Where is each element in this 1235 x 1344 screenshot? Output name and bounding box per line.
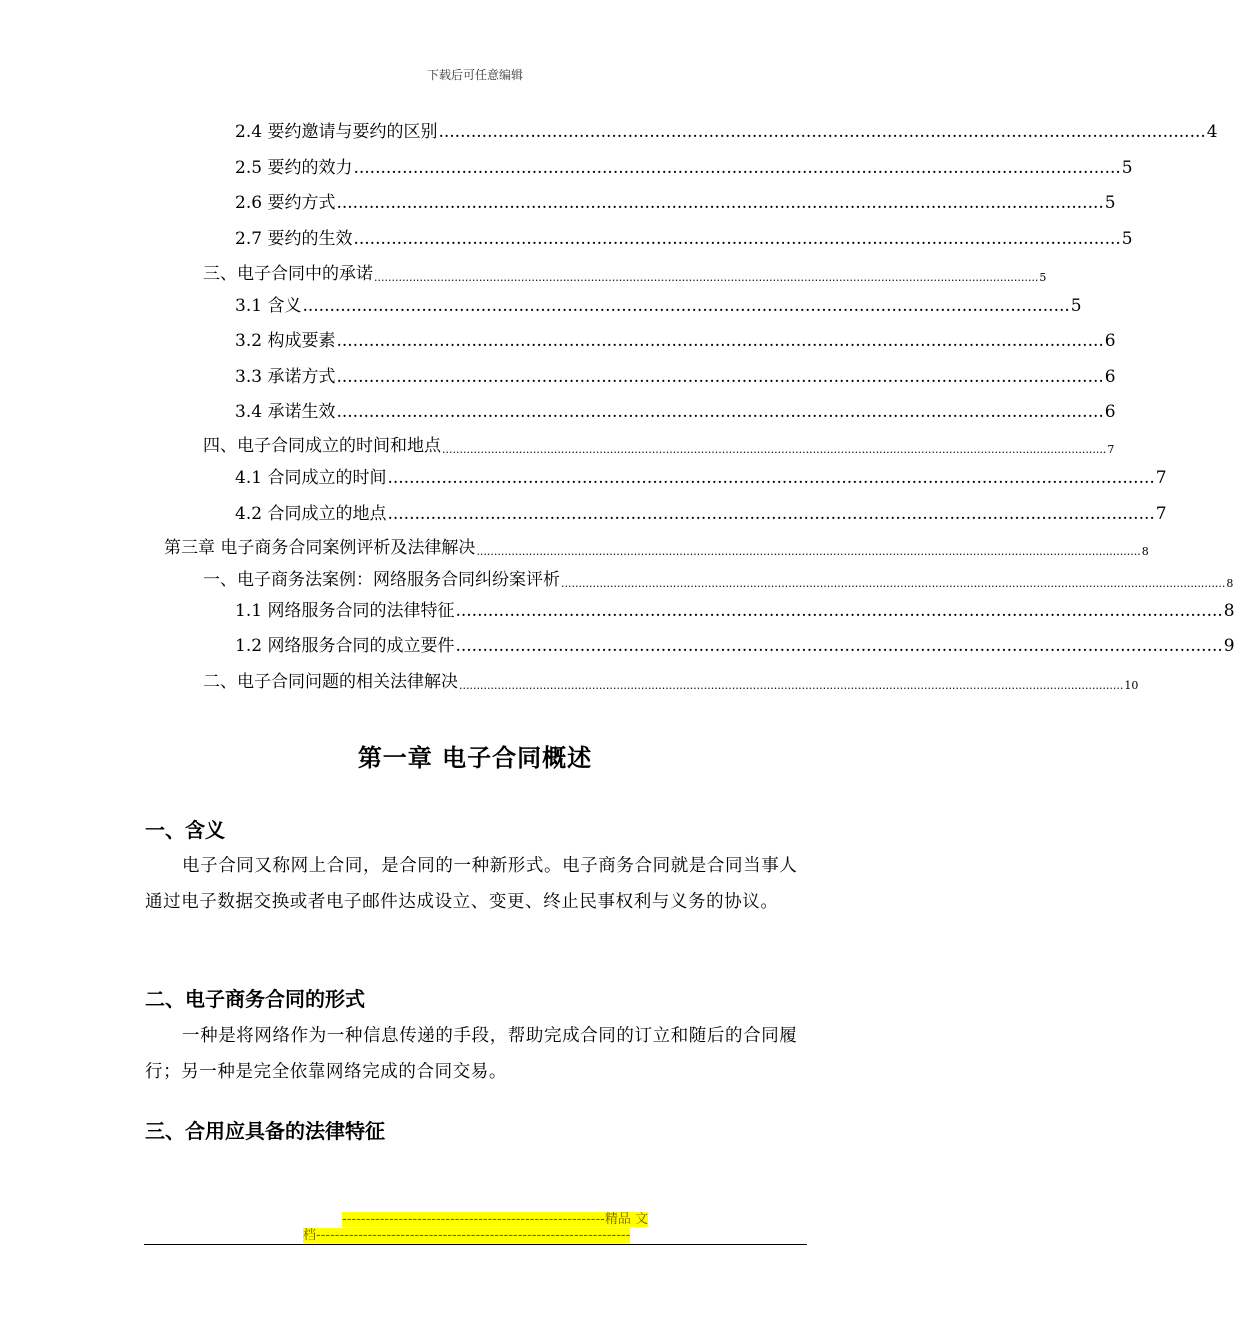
toc-leader-dots: .............................................................................................................................................. (336, 331, 1104, 351)
toc-entry-title: 3.4 承诺生效 (235, 402, 336, 422)
toc-entry-title: 1.2 网络服务合同的成立要件 (235, 636, 455, 656)
toc-entry-page: 6 (1104, 331, 1116, 351)
toc-entry-page: 5 (1104, 193, 1116, 213)
section-heading: 三、合用应具备的法律特征 (145, 1119, 385, 1143)
toc-entry-page: 8 (1141, 545, 1149, 558)
toc-entry-title: 2.5 要约的效力 (235, 158, 353, 178)
toc-entry-page: 7 (1107, 443, 1115, 456)
toc-entry-title: 2.6 要约方式 (235, 193, 336, 213)
toc-entry[interactable] (235, 494, 1167, 524)
toc-entry-title: 3.3 承诺方式 (235, 367, 336, 387)
toc-entry-title: 二、电子合同问题的相关法律解决 (203, 672, 458, 692)
footer-divider (144, 1244, 807, 1245)
toc-entry-page: 6 (1104, 402, 1116, 422)
section-paragraph: 一种是将网络作为一种信息传递的手段，帮助完成合同的订立和随后的合同履行；另一种是完全依靠网络完成的合同交易。 (145, 1026, 798, 1082)
toc-entry-title: 3.2 构成要素 (235, 331, 336, 351)
toc-entry-title: 1.1 网络服务合同的法律特征 (235, 601, 455, 621)
toc-leader-dots: .............................................................................................................................................. (387, 504, 1155, 524)
toc-leader-dots: .............................................................................................................................................. (353, 158, 1121, 178)
section-heading: 一、含义 (145, 818, 225, 842)
toc-leader-dots: .............................................................................................................................................. (302, 296, 1070, 316)
toc-entry[interactable] (235, 591, 1235, 621)
toc-entry[interactable] (235, 219, 1133, 249)
toc-leader-dots: .............................................................................................................................................................................................. (561, 577, 1226, 590)
toc-entry-title: 4.1 合同成立的时间 (235, 468, 387, 488)
toc-entry[interactable] (235, 286, 1082, 316)
toc-entry-page: 4 (1206, 122, 1218, 142)
toc-entry-title: 2.4 要约邀请与要约的区别 (235, 122, 438, 142)
toc-entry-page: 8 (1223, 601, 1235, 621)
section-paragraph: 电子合同又称网上合同，是合同的一种新形式。电子商务合同就是合同当事人通过电子数据交换或者电子邮件达成设立、变更、终止民事权利与义务的协议。 (145, 856, 798, 912)
toc-entry-title: 三、电子合同中的承诺 (203, 264, 373, 284)
toc-entry-page: 5 (1039, 271, 1047, 284)
toc-entry-page: 5 (1121, 158, 1133, 178)
toc-entry-page: 9 (1223, 636, 1235, 656)
toc-entry[interactable] (203, 560, 1234, 590)
toc-entry-page: 6 (1104, 367, 1116, 387)
toc-entry-page: 5 (1121, 229, 1133, 249)
toc-leader-dots: .............................................................................................................................................................................................. (442, 443, 1107, 456)
toc-leader-dots: .............................................................................................................................................. (438, 122, 1206, 142)
toc-entry[interactable] (235, 148, 1133, 178)
toc-entry[interactable] (235, 183, 1116, 213)
toc-leader-dots: .............................................................................................................................................. (387, 468, 1155, 488)
toc-entry[interactable] (203, 426, 1115, 456)
footer-watermark-line1 (303, 1211, 648, 1228)
toc-entry[interactable] (235, 112, 1218, 142)
toc-entry-title: 一、电子商务法案例：网络服务合同纠纷案评析 (203, 570, 560, 590)
toc-entry[interactable] (164, 528, 1149, 558)
toc-leader-dots: .............................................................................................................................................. (336, 367, 1104, 387)
page-header: 下载后可任意编辑 (426, 68, 523, 82)
footer-watermark-text: --------------------------------------------------------精品 文 (342, 1212, 648, 1227)
section-heading: 二、电子商务合同的形式 (145, 987, 365, 1011)
toc-entry-title: 2.7 要约的生效 (235, 229, 353, 249)
toc-leader-dots: .............................................................................................................................................. (455, 601, 1223, 621)
toc-leader-dots: .............................................................................................................................................. (353, 229, 1121, 249)
toc-entry-title: 四、电子合同成立的时间和地点 (203, 436, 441, 456)
toc-entry-page: 5 (1070, 296, 1082, 316)
toc-entry-title: 第三章 电子商务合同案例评析及法律解决 (164, 538, 476, 558)
toc-entry[interactable] (235, 626, 1235, 656)
toc-leader-dots: .............................................................................................................................................. (455, 636, 1223, 656)
toc-entry-page: 7 (1155, 468, 1167, 488)
toc-leader-dots: .............................................................................................................................................................................................. (374, 271, 1039, 284)
footer-watermark-line2 (303, 1227, 648, 1244)
toc-entry[interactable] (235, 321, 1116, 351)
toc-entry[interactable] (203, 662, 1139, 692)
toc-entry-page: 7 (1155, 504, 1167, 524)
toc-entry[interactable] (235, 357, 1116, 387)
toc-entry[interactable] (203, 254, 1047, 284)
toc-entry[interactable] (235, 392, 1116, 422)
footer-watermark-text: 档------------------------------------------------------------------- (303, 1228, 631, 1243)
toc-leader-dots: .............................................................................................................................................................................................. (476, 545, 1141, 558)
toc-leader-dots: .............................................................................................................................................. (336, 402, 1104, 422)
toc-entry[interactable] (235, 458, 1167, 488)
toc-entry-title: 4.2 合同成立的地点 (235, 504, 387, 524)
toc-entry-title: 3.1 含义 (235, 296, 302, 316)
toc-leader-dots: .............................................................................................................................................. (336, 193, 1104, 213)
toc-entry-page: 10 (1124, 679, 1139, 692)
chapter-title: 第一章 电子合同概述 (357, 744, 593, 772)
toc-leader-dots: .............................................................................................................................................................................................. (459, 679, 1124, 692)
toc-entry-page: 8 (1226, 577, 1234, 590)
